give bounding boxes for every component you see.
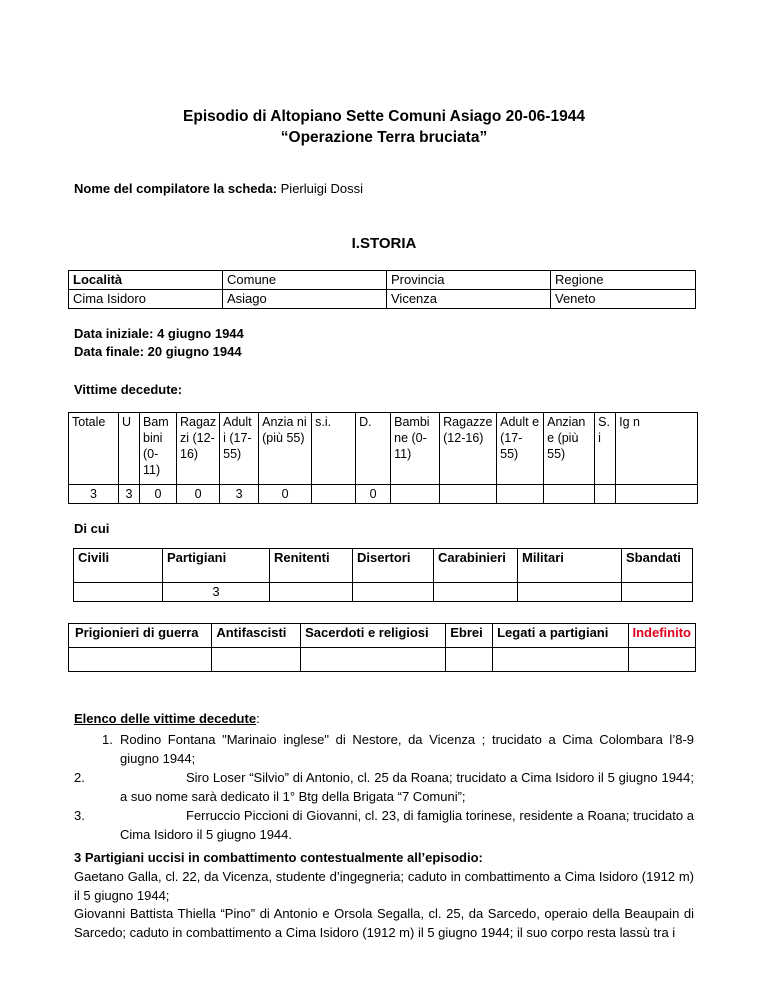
table-cell: Cima Isidoro [69,290,223,309]
table-header-cell: Ragaz zi (12- 16) [177,413,220,485]
combat-paragraph: Giovanni Battista Thiella “Pino” di Antonio e Orsola Segalla, cl. 25, da Sarcedo, operaio della Beaupain di Sarcedo; caduto in combattimento a Cima Isidoro (1912 m) il 5 giugno 1944; il suo corpo resta lassù tra i [74,906,694,940]
compiler-line [74,181,363,196]
table-cell [493,648,628,672]
table-header-cell: Legati a partigiani [493,624,628,648]
table-cell: 3 [220,485,259,504]
list-item [74,806,694,844]
table-cell [616,485,698,504]
document-subtitle: “Operazione Terra bruciata” [280,129,488,146]
table-cell [595,485,616,504]
table-header-cell: Totale [69,413,119,485]
table-cell [312,485,356,504]
table-header-cell: Ebrei [446,624,493,648]
list-item-text: Siro Loser “Silvio” di Antonio, cl. 25 da Roana; trucidato a Cima Isidoro il 5 giugno 1944; a suo nome sarà dedicato il 1° Btg della Brigata “7 Comuni”; [120,770,694,804]
table-row [69,648,696,672]
victims-list-separator: : [256,711,260,726]
list-item-number: 3. [74,808,85,823]
table-cell [622,583,693,602]
table-header-cell: Renitenti [270,549,353,583]
table-header-cell: Sacerdoti e religiosi [301,624,446,648]
combat-heading: 3 Partigiani uccisi in combattimento contestualmente all’episodio: [74,850,483,865]
table-row [74,549,693,583]
table-cell [518,583,622,602]
table-header-cell: Militari [518,549,622,583]
list-item-text: Rodino Fontana "Marinaio inglese" di Nestore, da Vicenza ; trucidato a Cima Colombara l’8-9 giugno 1944; [120,732,694,766]
combat-paragraph: Gaetano Galla, cl. 22, da Vicenza, studente d’ingegneria; caduto in combattimento a Cima Isidoro (1912 m) il 5 giugno 1944; [74,869,694,903]
combat-text [74,868,694,942]
table-row [69,485,698,504]
location-table [68,270,696,309]
list-item-text: Ferruccio Piccioni di Giovanni, cl. 23, di famiglia torinese, residente a Roana; trucidato a Cima Isidoro il 5 giugno 1944. [120,808,694,842]
compiler-separator: : [272,181,281,196]
table-cell: Vicenza [387,290,551,309]
category-table-1 [73,548,693,602]
table-cell [440,485,497,504]
list-item-number: 2. [74,770,85,785]
list-item [74,730,694,768]
table-row [69,271,696,290]
table-header-cell: Bam bini (0- 11) [140,413,177,485]
table-header-cell: U [119,413,140,485]
end-date: Data finale: 20 giugno 1944 [74,344,242,359]
table-header-cell: Adult i (17- 55) [220,413,259,485]
table-cell [544,485,595,504]
table-header-cell: Località [69,271,223,290]
table-header-cell: Bambi ne (0- 11) [391,413,440,485]
table-row [69,413,698,485]
table-header-cell: Partigiani [163,549,270,583]
table-header-cell: Ragazze (12-16) [440,413,497,485]
victims-label: Vittime decedute: [74,382,183,397]
table-header-cell: Antifascisti [212,624,301,648]
start-date: Data iniziale: 4 giugno 1944 [74,326,244,341]
victims-list [74,730,694,844]
table-cell: 0 [356,485,391,504]
table-header-cell: Adult e (17- 55) [497,413,544,485]
document-title: Episodio di Altopiano Sette Comuni Asiago 20-06-1944 [183,108,585,125]
table-header-cell: s.i. [312,413,356,485]
victims-table [68,412,698,504]
table-cell: 0 [259,485,312,504]
compiler-name: Pierluigi Dossi [280,181,364,196]
category-table-2 [68,623,696,672]
table-header-cell: Anzian e (più 55) [544,413,595,485]
table-header-cell: Carabinieri [434,549,518,583]
table-row [69,290,696,309]
table-cell: 3 [163,583,270,602]
table-header-cell: Disertori [353,549,434,583]
table-header-cell-indefinito: Indefinito [628,624,696,648]
table-cell [497,485,544,504]
compiler-label: Nome del compilatore la scheda [74,181,273,196]
table-cell: 0 [177,485,220,504]
table-cell [628,648,696,672]
table-header-cell: Anzia ni (più 55) [259,413,312,485]
victims-list-label: Elenco delle vittime decedute [74,711,257,726]
table-cell [69,648,212,672]
list-item [74,768,694,806]
table-cell: 3 [119,485,140,504]
table-header-cell: D. [356,413,391,485]
section-title: I.STORIA [351,235,417,252]
table-cell [446,648,493,672]
list-item-number: 1. [102,732,113,747]
table-row [69,624,696,648]
table-cell: 3 [69,485,119,504]
table-header-cell: Sbandati [622,549,693,583]
table-cell: Asiago [223,290,387,309]
table-cell: Veneto [551,290,696,309]
table-cell [301,648,446,672]
table-header-cell: Civili [74,549,163,583]
table-header-cell: Ig n [616,413,698,485]
table-cell [270,583,353,602]
table-cell [434,583,518,602]
table-cell: 0 [140,485,177,504]
victims-list-heading [74,711,260,726]
table-header-cell: Comune [223,271,387,290]
table-header-cell: Provincia [387,271,551,290]
table-header-cell: Regione [551,271,696,290]
table-cell [212,648,301,672]
di-cui-label: Di cui [74,521,110,536]
table-cell [353,583,434,602]
table-cell [391,485,440,504]
table-row [74,583,693,602]
table-cell [74,583,163,602]
table-header-cell: Prigionieri di guerra [69,624,212,648]
table-header-cell: S. i [595,413,616,485]
